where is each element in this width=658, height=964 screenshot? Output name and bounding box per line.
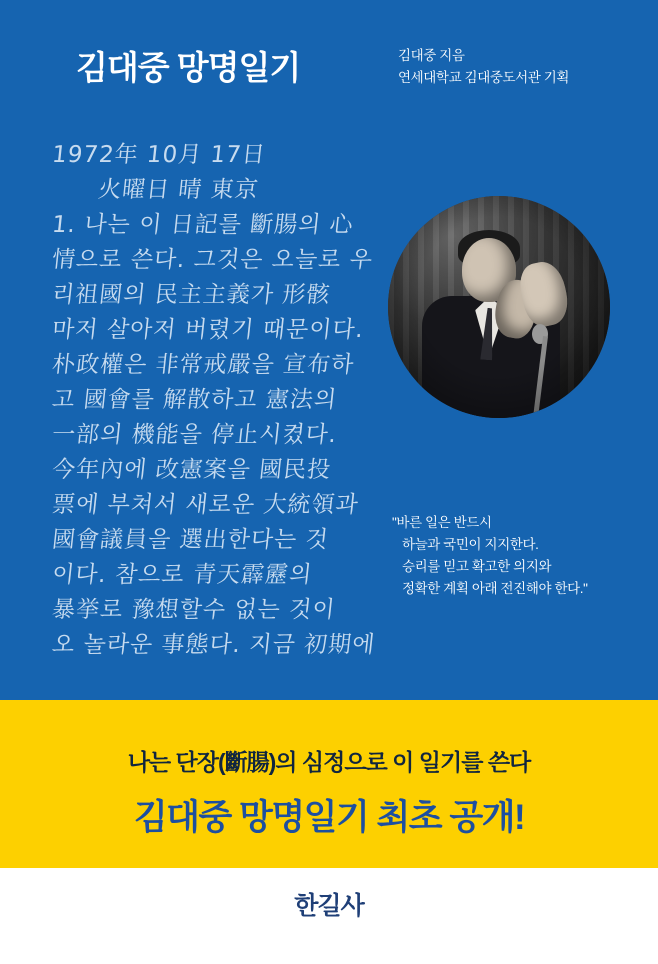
handwriting-line: 마저 살아저 버렸기 때문이다.: [50, 317, 366, 343]
publisher-name: 한길사: [294, 892, 364, 920]
handwritten-diary-facsimile: [52, 138, 432, 683]
promo-band: [0, 700, 658, 868]
handwriting-line: 오 놀라운 事態다. 지금 初期에: [50, 632, 377, 658]
page-title: 김대중 망명일기: [76, 49, 301, 86]
handwriting-line: 今年內에 改憲案을 國民投: [50, 457, 333, 483]
planner-credit: 연세대학교 김대중도서관 기획: [398, 70, 570, 85]
cover-quote: [392, 512, 622, 600]
photo-background: [388, 196, 610, 418]
handwriting-line: 暴挙로 豫想할수 없는 것이: [50, 597, 337, 623]
quote-line: 정확한 계획 아래 전진해야 한다.": [402, 581, 588, 596]
handwriting-line: 火曜日 晴 東京: [96, 177, 261, 203]
handwriting-line: 朴政權은 非常戒嚴을 宣布하: [50, 352, 356, 378]
author-credit: 김대중 지음: [398, 48, 465, 63]
promo-subtitle: 나는 단장(斷腸)의 심정으로 이 일기를 쓴다: [127, 749, 531, 775]
quote-line: "바른 일은 반드시: [392, 515, 492, 530]
handwriting-line: 이다. 참으로 青天霹靂의: [50, 562, 314, 588]
handwriting-line: 國會議員을 選出한다는 것: [50, 527, 331, 553]
handwriting-line: 고 國會를 解散하고 憲法의: [50, 387, 339, 413]
handwriting-line: 1. 나는 이 日記를 斷腸의 心: [50, 212, 356, 238]
title-block: [0, 36, 658, 106]
quote-line: 승리를 믿고 확고한 의지와: [402, 559, 552, 574]
handwriting-line: 票에 부쳐서 새로운 大統領과: [50, 492, 361, 518]
quote-line: 하늘과 국민이 지지한다.: [402, 537, 539, 552]
portrait-photo: [388, 196, 610, 418]
handwriting-line: 리祖國의 民主主義가 形骸: [50, 282, 332, 308]
handwriting-line: 一部의 機能을 停止시켰다.: [50, 422, 339, 448]
photo-vignette: [388, 196, 610, 418]
handwriting-line: 情으로 쓴다. 그것은 오늘로 우: [50, 247, 375, 273]
promo-headline: 김대중 망명일기 최초 공개!: [133, 798, 525, 837]
handwriting-line: 1972年 10月 17日: [50, 142, 268, 168]
